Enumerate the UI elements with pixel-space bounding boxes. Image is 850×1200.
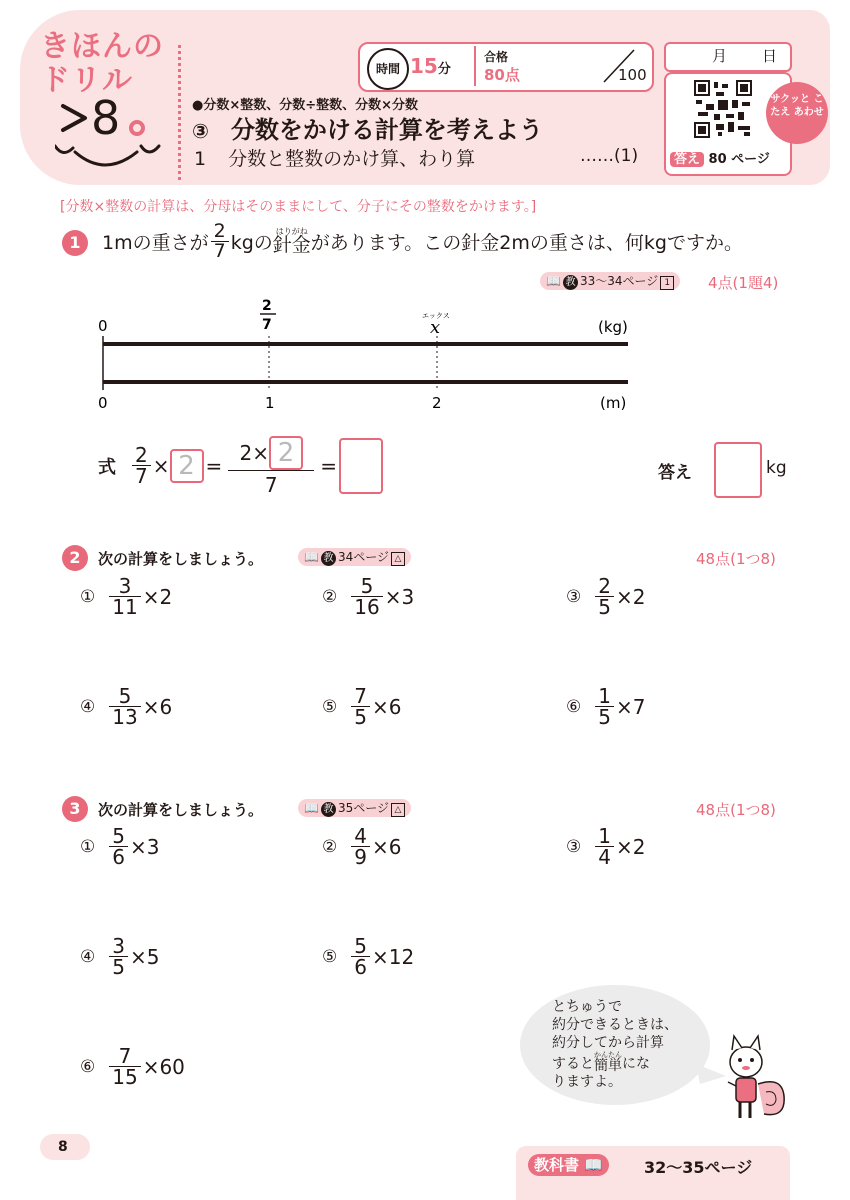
q1-points: 4点(1題4) [708,274,779,292]
q3-problem: ② $\frac{4}{9}$ ×6 [322,824,402,869]
top-label-0: 0 [98,317,108,335]
q2-problem: ③ $\frac{2}{5}$ ×2 [566,574,646,619]
x-reading: エックス [422,312,450,320]
book-icon: 📖 [546,274,561,288]
topic-subtitle: ●分数×整数、分数÷整数、分数×分数 [192,98,419,113]
unit-title: ③ 分数をかける計算を考えよう [192,116,543,144]
svg-text:7: 7 [262,317,272,333]
answer-label: 答え [658,463,692,483]
bottom-label-unit: (m) [600,394,627,412]
wire-word: はりがね 針金 [272,227,311,256]
header-divider [178,45,181,180]
question-1-number: 1 [62,230,88,256]
hint-box[interactable]: 2 [170,449,204,483]
q2-problem: ① $\frac{3}{11}$ ×2 [80,574,173,619]
pass-score: 80点 [484,66,520,84]
drill-number: 8 [91,96,121,145]
time-value: 15分 [410,54,451,78]
q3-problem: ① $\frac{5}{6}$ ×3 [80,824,160,869]
qr-code-icon[interactable] [694,80,752,138]
q1-formula: 式 $\frac{2}{7}$ × 2 = 2× 2 7 = [98,436,383,495]
drill-logo [40,30,165,98]
question-3-number: 3 [62,796,88,822]
lesson-part: ……(1) [580,146,639,166]
q3-problem: ③ $\frac{1}{4}$ ×2 [566,824,646,869]
pass-label: 合格 [484,50,509,64]
q3-points: 48点(1つ8) [696,801,776,819]
date-month-label: 月 [712,47,728,65]
q2-problem: ⑥ $\frac{1}{5}$ ×7 [566,684,646,729]
q3-problem: ⑥ $\frac{7}{15}$ ×60 [80,1044,185,1089]
q1-answer-box[interactable] [714,442,762,498]
numerator-box[interactable]: 2 [269,436,303,470]
textbook-label: 教科書 📖 [528,1154,609,1176]
q3-problem: ④ $\frac{3}{5}$ ×5 [80,934,160,979]
stopwatch-icon [367,48,409,90]
book-icon: 📖 [304,801,319,815]
tip-text: とちゅうで 約分できるときは、 約分してから計算 すると かんたん 簡単 にな りますよ。 [552,999,678,1090]
q2-problem: ④ $\frac{5}{13}$ ×6 [80,684,173,729]
q3-problem: ⑤ $\frac{5}{6}$ ×12 [322,934,415,979]
intro-rule: [分数×整数の計算は、分母はそのままにして、分子にその整数をかけます。] [60,199,537,215]
date-day-label: 日 [762,47,778,65]
formula-answer-box[interactable] [339,438,383,494]
page-number: 8 [40,1134,90,1160]
answer-unit: kg [766,458,787,478]
quick-check-badge: サクッと こたえ あわせ [766,82,828,144]
question-2-number: 2 [62,545,88,571]
textbook-pages: 32〜35ページ [644,1158,753,1177]
lesson-title: 1 分数と整数のかけ算、わり算 [194,148,476,170]
time-pass-separator [474,46,476,86]
q2-instruction: 次の計算をしましょう。 [98,550,264,568]
question-1-text: 1mの重さが $\frac{2}{7}$ kgの はりがね 針金 があります。この針金2mの重さは、何kgですか。 [102,220,743,262]
q2-problem: ② $\frac{5}{16}$ ×3 [322,574,415,619]
answer-page-ref: 答え 80 ページ [670,148,780,168]
book-icon: 📖 [304,550,319,564]
q2-points: 48点(1つ8) [696,550,776,568]
q3-instruction: 次の計算をしましょう。 [98,801,264,819]
svg-text:2: 2 [262,298,272,314]
q1-textbook-ref: 📖 教 33〜34ページ 1 [540,272,680,290]
q2-textbook-ref: 📖 教 34ページ △ [298,548,411,566]
bottom-label-0: 0 [98,394,108,412]
bottom-label-1: 1 [265,394,275,412]
time-label: 時間 [375,62,400,76]
q1-fraction: $\frac{2}{7}$ [211,222,229,261]
smiley-face-icon [55,96,165,176]
logo-line-1: きほんの [40,29,164,64]
top-label-x: x [430,317,441,338]
score-total: 100 [618,66,647,84]
q3-textbook-ref: 📖 教 35ページ △ [298,799,411,817]
bottom-label-2: 2 [432,394,442,412]
number-line-diagram [90,296,650,414]
book-icon: 📖 [584,1156,603,1174]
logo-line-2: ドリル [40,63,133,98]
q2-problem: ⑤ $\frac{7}{5}$ ×6 [322,684,402,729]
squirrel-mascot-icon [718,1032,790,1124]
top-label-unit: (kg) [598,318,628,336]
